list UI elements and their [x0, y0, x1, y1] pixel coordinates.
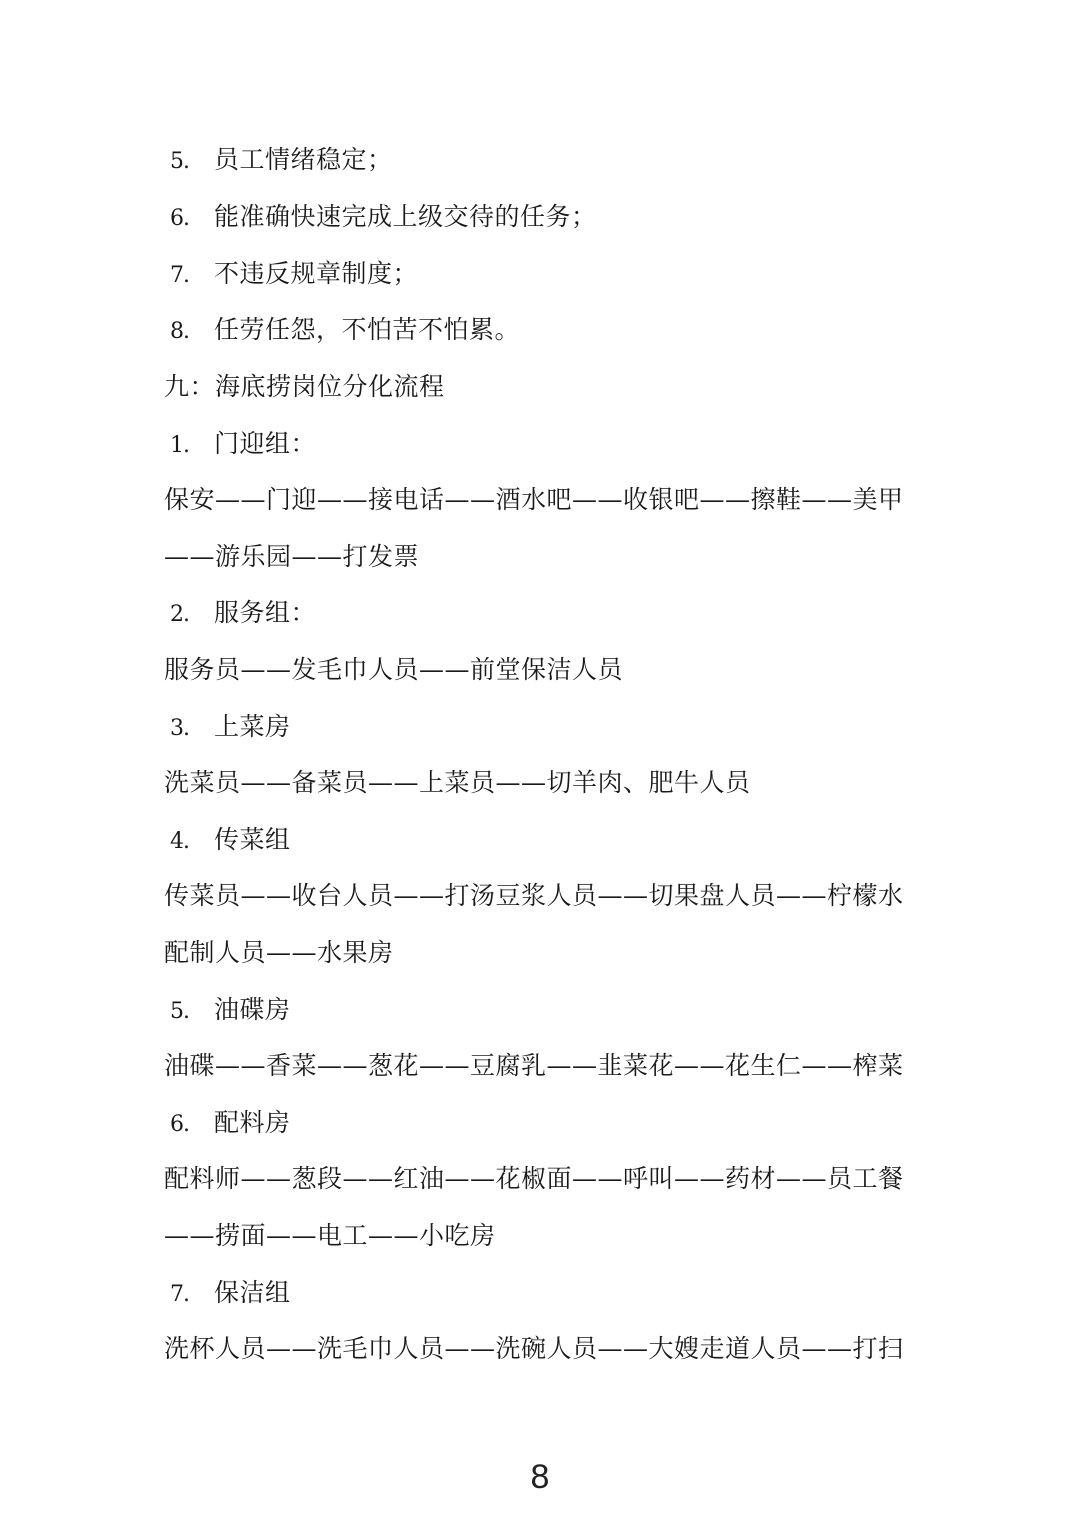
page-number: 8 — [530, 1458, 550, 1496]
list-item — [164, 201, 924, 235]
group-title: 门迎组： — [214, 429, 317, 458]
group-title: 油碟房 — [214, 995, 291, 1024]
group-line: ——游乐园——打发票 — [164, 542, 420, 571]
item-number: 5. — [170, 149, 189, 174]
group-heading — [164, 597, 924, 631]
group-heading — [164, 994, 924, 1028]
group-title: 上菜房 — [214, 712, 291, 741]
item-text: 能准确快速完成上级交待的任务； — [214, 202, 597, 231]
group-heading — [164, 824, 924, 858]
group-title: 服务组： — [214, 598, 317, 627]
group-line: ——捞面——电工——小吃房 — [164, 1221, 496, 1250]
group-line: 配制人员——水果房 — [164, 938, 394, 967]
group-line: 油碟——香菜——葱花——豆腐乳——韭菜花——花生仁——榨菜 — [164, 1051, 904, 1080]
list-item — [164, 314, 924, 348]
list-item — [164, 144, 924, 178]
group-number: 6. — [170, 1112, 189, 1137]
group-number: 4. — [170, 829, 189, 854]
group-line: 保安——门迎——接电话——酒水吧——收银吧——擦鞋——美甲 — [164, 485, 904, 514]
item-text: 任劳任怨，不怕苦不怕累。 — [214, 315, 521, 344]
group-number: 3. — [170, 716, 189, 741]
group-line: 服务员——发毛巾人员——前堂保洁人员 — [164, 655, 624, 684]
group-heading — [164, 711, 924, 745]
item-number: 6. — [170, 206, 189, 231]
group-number: 2. — [170, 602, 189, 627]
group-line: 洗杯人员——洗毛巾人员——洗碗人员——大嫂走道人员——打扫 — [164, 1334, 904, 1363]
group-line: 洗菜员——备菜员——上菜员——切羊肉、肥牛人员 — [164, 768, 751, 797]
group-heading — [164, 1277, 924, 1311]
item-number: 8. — [170, 319, 189, 344]
group-heading — [164, 428, 924, 462]
section-heading: 九：海底捞岗位分化流程 — [164, 372, 445, 401]
group-number: 5. — [170, 999, 189, 1024]
group-number: 7. — [170, 1282, 189, 1307]
group-title: 保洁组 — [214, 1278, 291, 1307]
group-title: 配料房 — [214, 1108, 291, 1137]
list-item — [164, 258, 924, 292]
item-number: 7. — [170, 263, 189, 288]
group-number: 1. — [170, 433, 189, 458]
group-heading — [164, 1107, 924, 1141]
item-text: 不违反规章制度； — [214, 259, 419, 288]
group-line: 配料师——葱段——红油——花椒面——呼叫——药材——员工餐 — [164, 1164, 904, 1193]
group-title: 传菜组 — [214, 825, 291, 854]
item-text: 员工情绪稳定； — [214, 145, 393, 174]
group-line: 传菜员——收台人员——打汤豆浆人员——切果盘人员——柠檬水 — [164, 881, 904, 910]
